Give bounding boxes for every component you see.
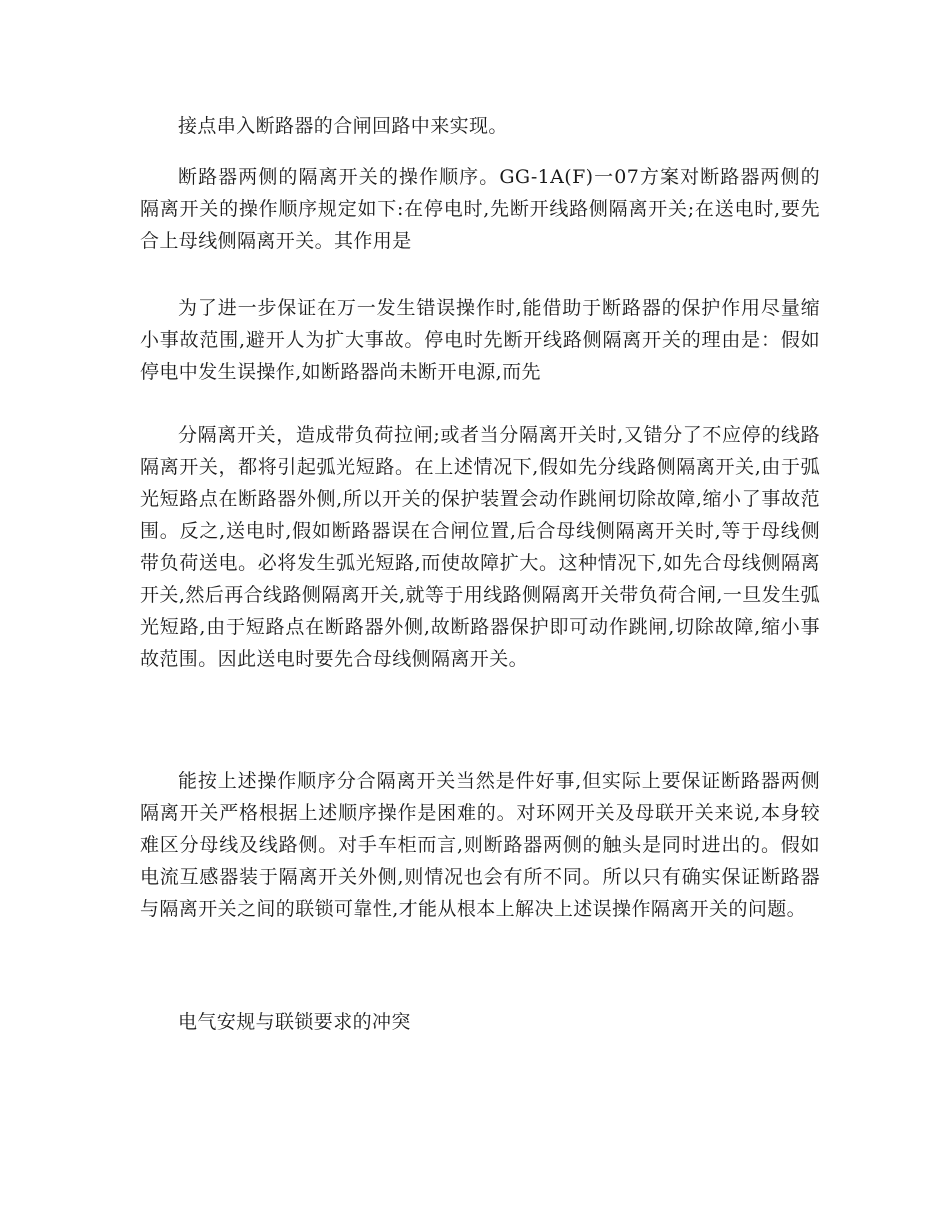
paragraph-4: 分隔离开关，造成带负荷拉闸;或者当分隔离开关时,又错分了不应停的线路隔离开关，都将引起弧光短路。在上述情况下,假如先分线路侧隔离开关,由于弧光短路点在断路器外侧,所以开关的保护装置会动作跳闸切除故障,缩小了事故范围。反之,送电时,假如断路器误在合闸位置,后合母线侧隔离开关时,等于母线侧带负荷送电。必将发生弧光短路,而使故障扩大。这种情况下,如先合母线侧隔离开关,然后再合线路侧隔离开关,就等于用线路侧隔离开关带负荷合闸,一旦发生弧光短路,由于短路点在断路器外侧,故断路器保护即可动作跳闸,切除故障,缩小事故范围。因此送电时要先合母线侧隔离开关。	[140, 424, 820, 670]
paragraph-3: 为了进一步保证在万一发生错误操作时,能借助于断路器的保护作用尽量缩小事故范围,避开人为扩大事故。停电时先断开线路侧隔离开关的理由是：假如停电中发生误操作,如断路器尚未断开电源,而先	[140, 297, 820, 383]
paragraph-2: 断路器两侧的隔离开关的操作顺序。GG-1A(F)一07方案对断路器两侧的隔离开关的操作顺序规定如下:在停电时,先断开线路侧隔离开关;在送电时,要先合上母线侧隔离开关。其作用是	[140, 166, 820, 252]
paragraph-5: 能按上述操作顺序分合隔离开关当然是件好事,但实际上要保证断路器两侧隔离开关严格根据上述顺序操作是困难的。对环网开关及母联开关来说,本身较难区分母线及线路侧。对手车柜而言,则断路器两侧的触头是同时进出的。假如电流互感器装于隔离开关外侧,则情况也会有所不同。所以只有确实保证断路器与隔离开关之间的联锁可靠性,才能从根本上解决上述误操作隔离开关的问题。	[140, 770, 820, 920]
paragraph-1: 接点串入断路器的合闸回路中来实现。	[178, 115, 508, 137]
section-heading: 电气安规与联锁要求的冲突	[178, 1011, 411, 1033]
